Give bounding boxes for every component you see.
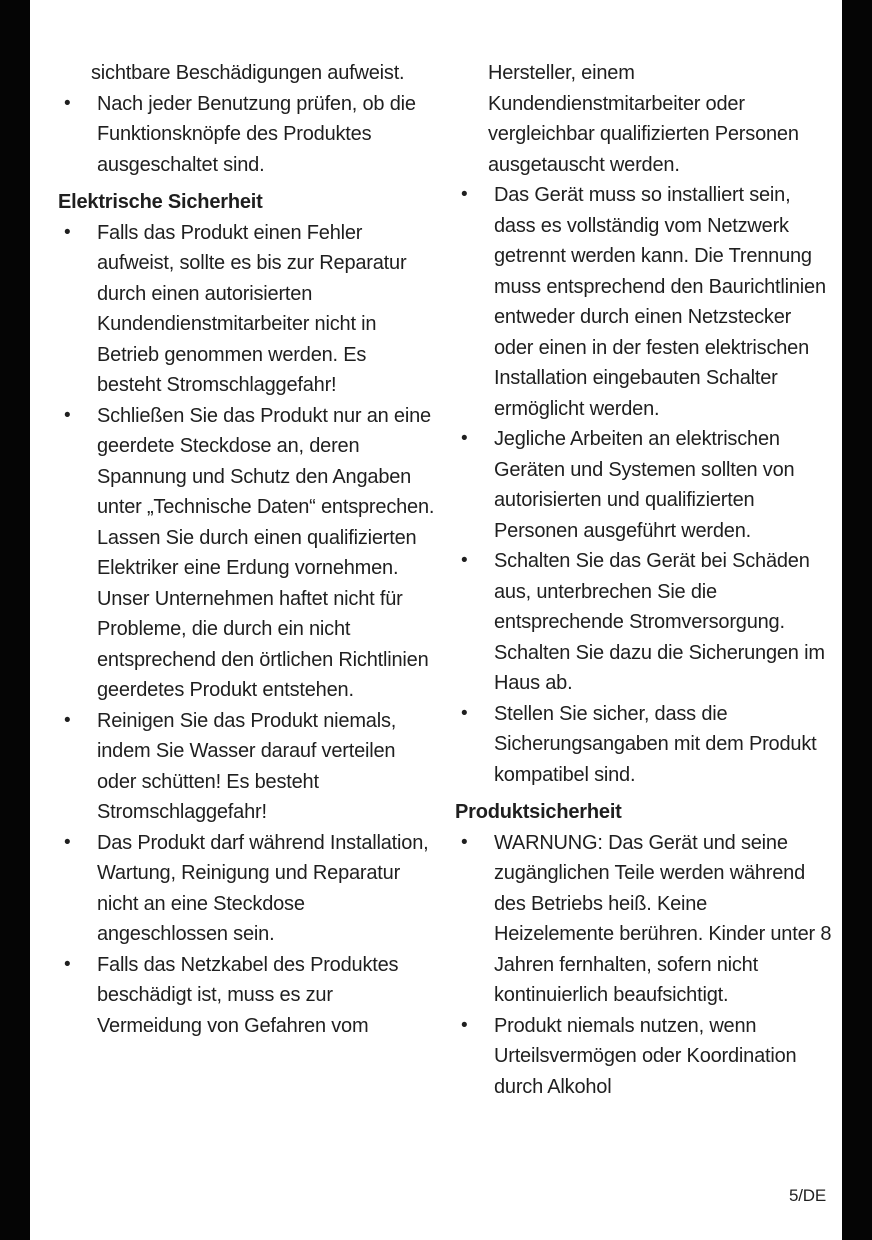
item-text: Stellen Sie sicher, dass die Sicherungsangaben mit dem Produkt kompatibel sind. [494, 702, 817, 786]
bullet-marker-icon: • [64, 709, 71, 731]
item-text: WARNUNG: Das Gerät und seine zugänglichen Teile werden während des Betriebs heiß. Keine Heizelemente berühren. Kinder unter 8 Jahren fernhalten, sofern nicht kontinuierlich beaufsichtigt. [494, 831, 832, 1006]
bullet-list-item [455, 699, 832, 791]
bullet-list-item [455, 424, 832, 546]
item-text: Schließen Sie das Produkt nur an eine geerdete Steckdose an, deren Spannung und Schutz den Angaben unter „Technische Daten“ entsprechen. Lassen Sie durch einen qualifizierten Elektriker eine Erdung vornehmen. Unser Unternehmen haftet nicht für Probleme, die durch ein nicht entsprechend den örtlichen Richtlinien geerdetes Produkt entstehen. [97, 404, 435, 701]
bullet-marker-icon: • [461, 428, 468, 449]
bullet-list-item [58, 89, 435, 181]
paragraph-continuation [455, 58, 832, 180]
item-text: sichtbare Beschädigungen aufweist. [91, 62, 405, 84]
bullet-marker-icon: • [64, 221, 71, 243]
section-heading: Produktsicherheit [455, 801, 622, 823]
bullet-marker-icon: • [64, 404, 71, 426]
item-text: Das Gerät muss so installiert sein, dass es vollständig vom Netzwerk getrennt werden kann. Die Trennung muss entsprechend den Baurichtlinien entweder durch einen Netzstecker oder einen in der festen elektrischen Installation eingebauten Schalter ermöglicht werden. [494, 184, 826, 420]
page-content [58, 58, 832, 1102]
left-edge-black-bar [0, 0, 30, 1240]
bullet-list-item [455, 180, 832, 424]
right-column [455, 58, 832, 1102]
item-text: Schalten Sie das Gerät bei Schäden aus, unterbrechen Sie die entsprechende Stromversorgung. Schalten Sie dazu die Sicherungen im Haus ab. [494, 550, 825, 694]
bullet-marker-icon: • [461, 702, 468, 724]
left-column [58, 58, 435, 1102]
bullet-marker-icon: • [461, 550, 468, 571]
bullet-marker-icon: • [461, 184, 468, 205]
item-text: Jegliche Arbeiten an elektrischen Geräten und Systemen sollten von autorisierten und qualifizierten Personen ausgeführt werden. [494, 428, 795, 542]
paragraph-continuation [58, 58, 435, 89]
bullet-list-item [58, 828, 435, 950]
item-text: Produkt niemals nutzen, wenn Urteilsvermögen oder Koordination durch Alkohol [494, 1014, 797, 1098]
bullet-list-item [455, 828, 832, 1011]
item-text: Nach jeder Benutzung prüfen, ob die Funktionsknöpfe des Produktes ausgeschaltet sind. [97, 92, 416, 176]
item-text: Das Produkt darf während Installation, Wartung, Reinigung und Reparatur nicht an eine Steckdose angeschlossen sein. [97, 831, 429, 945]
bullet-list-item [58, 401, 435, 706]
page-number: 5/DE [789, 1186, 826, 1205]
item-text: Falls das Produkt einen Fehler aufweist, sollte es bis zur Reparatur durch einen autorisierten Kundendienstmitarbeiter nicht in Betrieb genommen werden. Es besteht Stromschlaggefahr! [97, 221, 407, 396]
item-text: Hersteller, einem Kundendienstmitarbeiter oder vergleichbar qualifizierten Personen ausgetauscht werden. [488, 62, 799, 176]
bullet-list-item [58, 706, 435, 828]
bullet-list-item [455, 546, 832, 699]
right-edge-black-bar [842, 0, 872, 1240]
section-heading: Elektrische Sicherheit [58, 191, 263, 213]
bullet-marker-icon: • [64, 831, 71, 853]
item-text: Reinigen Sie das Produkt niemals, indem Sie Wasser darauf verteilen oder schütten! Es besteht Stromschlaggefahr! [97, 709, 397, 823]
bullet-marker-icon: • [64, 92, 71, 114]
item-text: Falls das Netzkabel des Produktes beschädigt ist, muss es zur Vermeidung von Gefahren vom [97, 953, 399, 1037]
bullet-list-item [58, 218, 435, 401]
bullet-marker-icon: • [64, 953, 71, 975]
bullet-marker-icon: • [461, 1014, 468, 1036]
bullet-list-item [455, 1011, 832, 1103]
bullet-marker-icon: • [461, 831, 468, 853]
bullet-list-item [58, 950, 435, 1042]
